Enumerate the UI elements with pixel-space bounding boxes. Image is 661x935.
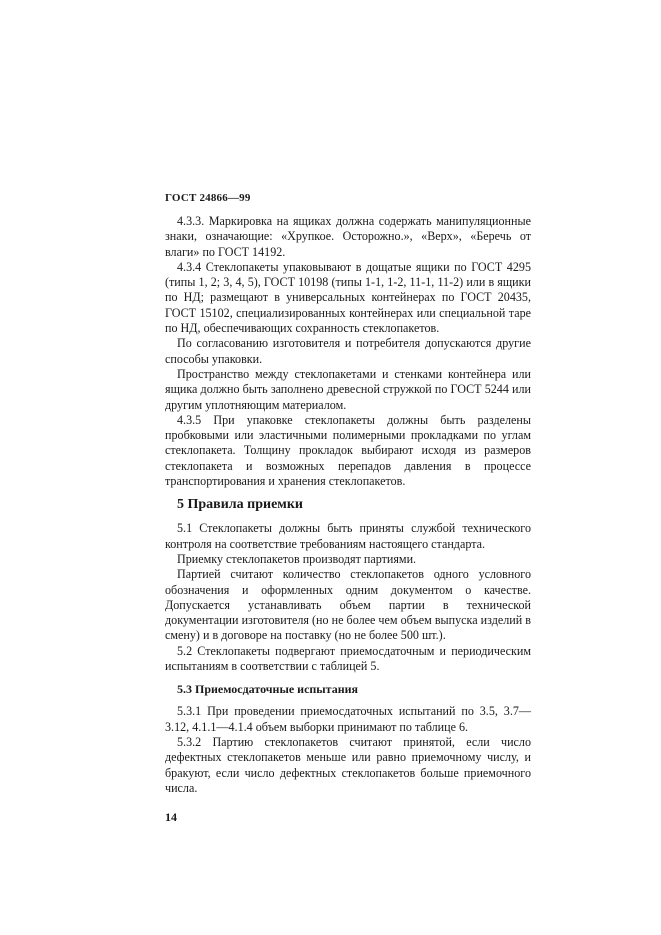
page-number: 14 [165, 810, 177, 825]
paragraph-5-3-1: 5.3.1 При проведении приемосдаточных испытаний по 3.5, 3.7—3.12, 4.1.1—4.1.4 объем выборки принимают по таблице 6. [165, 704, 531, 734]
paragraph-4-3-4: 4.3.4 Стеклопакеты упаковывают в дощатые ящики по ГОСТ 4295 (типы 1, 2; 3, 4, 5), ГОСТ 10198 (типы 1-1, 1-2, 11-1, 11-2) или в ящики по НД; размещают в универсальных контейнерах по ГОСТ 20435, ГОСТ 15102, специализированных контейнерах или специальной таре по НД, обеспечивающих сохранность стеклопакетов. [165, 259, 531, 336]
running-head: ГОСТ 24866—99 [165, 192, 251, 204]
paragraph-acceptance-batches: Приемку стеклопакетов производят партиями. [177, 551, 417, 566]
paragraph-5-1: 5.1 Стеклопакеты должны быть приняты службой технического контроля на соответствие требованиям настоящего стандарта. [165, 521, 531, 551]
paragraph-5-2: 5.2 Стеклопакеты подвергают приемосдаточным и периодическим испытаниям в соответствии с таблицей 5. [165, 643, 531, 674]
section-5-3-heading: 5.3 Приемосдаточные испытания [177, 682, 359, 697]
document-page [165, 192, 531, 825]
section-5-heading: 5 Правила приемки [177, 497, 303, 513]
paragraph-4-3-5: 4.3.5 При упаковке стеклопакеты должны быть разделены пробковыми или эластичными полимерными прокладками по углам стеклопакета. Толщину прокладок выбирают исходя из размеров стеклопакета и возможных перепадов давления в процессе транспортирования и хранения стеклопакетов. [165, 412, 531, 489]
paragraph-4-3-3: 4.3.3. Маркировка на ящиках должна содержать манипуляционные знаки, означающие: «Хрупкое. Осторожно.», «Верх», «Беречь от влаги» по ГОСТ 14192. [165, 214, 531, 259]
paragraph-5-3-2: 5.3.2 Партию стеклопакетов считают принятой, если число дефектных стеклопакетов меньше или равно приемочному числу, и бракуют, если число дефектных стеклопакетов больше приемочного числа. [165, 734, 531, 795]
paragraph-batch-definition: Партией считают количество стеклопакетов одного условного обозначения и оформленных одним документом о качестве. Допускается устанавливать объем партии в технической документации изготовителя (но не более чем объем выпуска изделий в смену) и в договоре на поставку (но не более 500 шт.). [165, 567, 531, 643]
paragraph-filling-space: Пространство между стеклопакетами и стенками контейнера или ящика должно быть заполнено древесной стружкой по ГОСТ 5244 или другим уплотняющим материалом. [165, 366, 531, 412]
paragraph-other-packing: По согласованию изготовителя и потребителя допускаются другие способы упаковки. [165, 336, 531, 366]
